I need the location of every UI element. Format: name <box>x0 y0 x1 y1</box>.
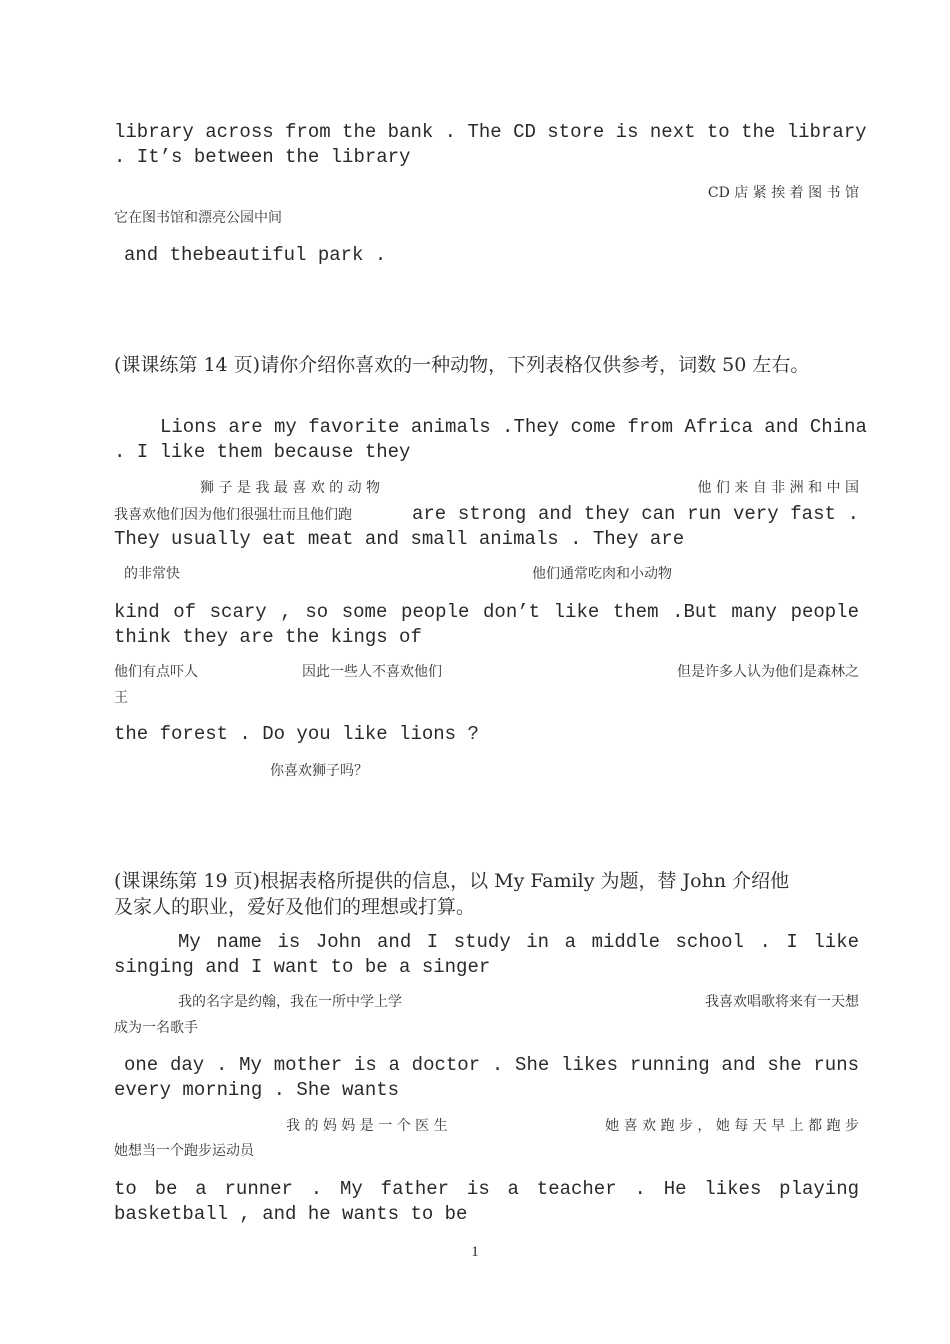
translation-line: 我喜欢他们因为他们很强壮而且他们跑 <box>114 507 352 523</box>
exercise-heading: 及家人的职业，爱好及他们的理想或打算。 <box>114 896 476 918</box>
translation-line: 我喜欢唱歌将来有一天想 <box>705 994 859 1010</box>
text-line: think they are the kings of <box>114 626 422 648</box>
exercise-heading: (课课练第 19 页)根据表格所提供的信息，以 My Family 为题，替 John 介绍他 <box>114 870 790 892</box>
text-line: the forest . Do you like lions ? <box>114 723 479 745</box>
translation-line: 我的名字是约翰，我在一所中学上学 <box>178 994 402 1010</box>
text-line: kind of scary , so some people don’t like them .But many people <box>114 601 859 623</box>
translation-line: 她想当一个跑步运动员 <box>114 1143 254 1159</box>
translation-line: 成为一名歌手 <box>114 1020 198 1036</box>
translation-line: 我 的 妈 妈 是 一 个 医 生 <box>286 1118 448 1134</box>
exercise-heading: (课课练第 14 页)请你介绍你喜欢的一种动物，下列表格仅供参考，词数 50 左右。 <box>114 354 810 376</box>
translation-line: 他 们 来 自 非 洲 和 中 国 <box>697 480 859 496</box>
translation-line: 他们有点吓人 <box>114 664 198 680</box>
translation-line: 她 喜 欢 跑 步 ， 她 每 天 早 上 都 跑 步 <box>605 1118 859 1134</box>
translation-line: 它在图书馆和漂亮公园中间 <box>114 210 282 226</box>
text-line: . I like them because they <box>114 441 411 463</box>
translation-line: 你喜欢狮子吗？ <box>270 763 368 779</box>
page-number: 1 <box>471 1244 479 1260</box>
text-line: My name is John and I study in a middle school . I like <box>178 931 859 953</box>
text-line: . It’s between the library <box>114 146 411 168</box>
translation-line: 王 <box>114 690 128 706</box>
text-line: every morning . She wants <box>114 1079 400 1101</box>
translation-line: 的非常快 <box>124 566 180 582</box>
translation-line: 狮 子 是 我 最 喜 欢 的 动 物 <box>200 480 381 496</box>
text-line: to be a runner . My father is a teacher . He likes playing <box>114 1178 859 1200</box>
text-line: library across from the bank . The CD store is next to the library <box>114 121 867 143</box>
text-line: and thebeautiful park . <box>124 244 387 266</box>
translation-line: 因此一些人不喜欢他们 <box>302 664 442 680</box>
text-line: singing and I want to be a singer <box>114 956 491 978</box>
translation-line: 但是许多人认为他们是森林之 <box>677 664 859 680</box>
text-line: are strong and they can run very fast . <box>412 503 859 525</box>
text-line: basketball , and he wants to be <box>114 1203 468 1225</box>
text-line: They usually eat meat and small animals . They are <box>114 528 685 550</box>
translation-line: CD 店 紧 挨 着 图 书 馆 <box>707 185 859 201</box>
text-line: one day . My mother is a doctor . She likes running and she runs <box>124 1054 859 1076</box>
translation-line: 他们通常吃肉和小动物 <box>532 566 672 582</box>
text-line: Lions are my favorite animals .They come from Africa and China <box>160 416 867 438</box>
